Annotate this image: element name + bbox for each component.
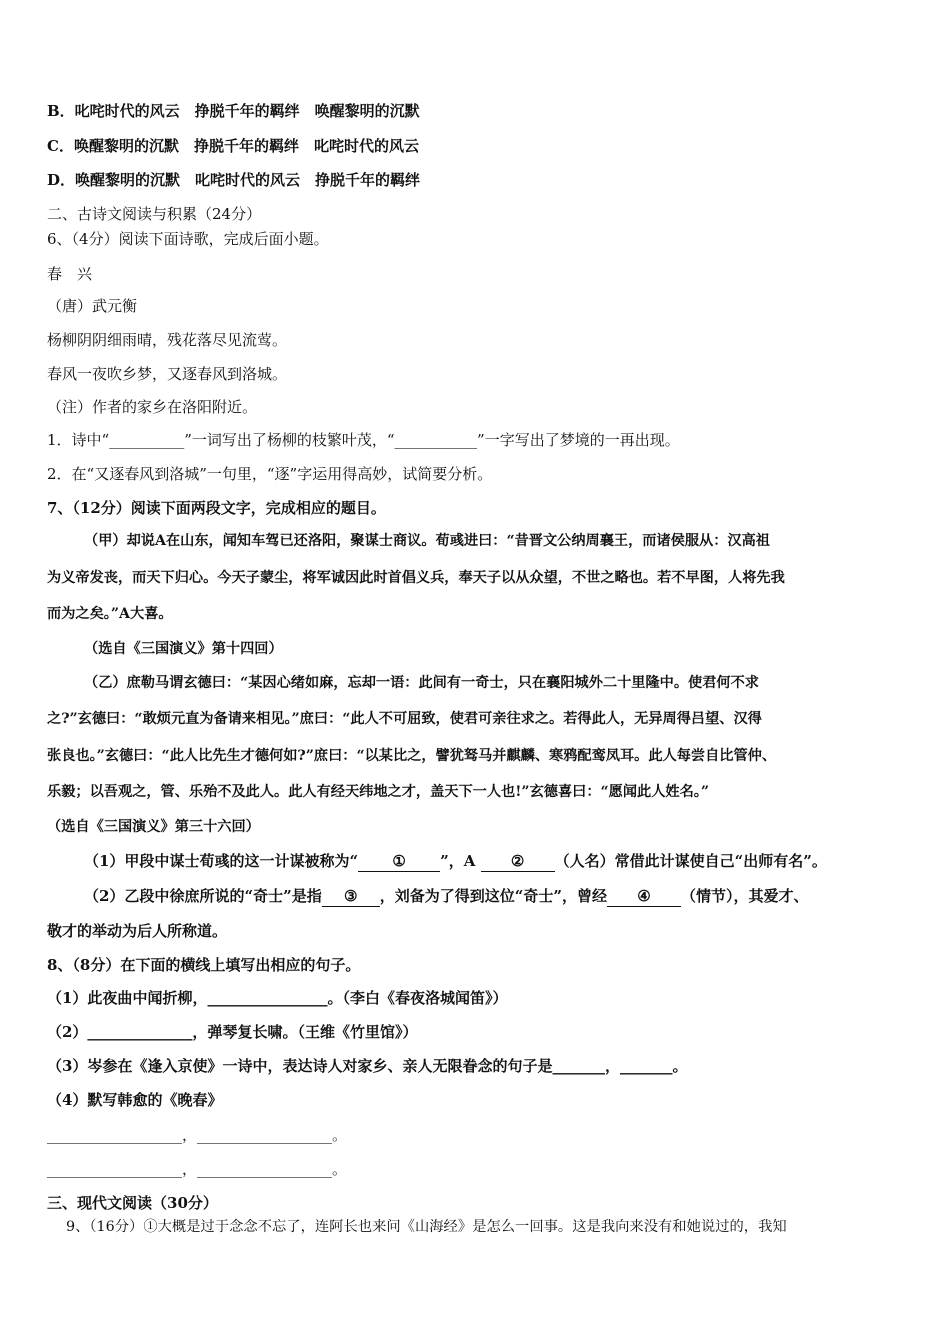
- q7-yi-source: （选自《三国演义》第三十六回）: [47, 819, 260, 835]
- q7-sub2-text-a: （2）乙段中徐庶所说的“奇士”是指: [84, 887, 322, 905]
- q8-stem: 8、（8分）在下面的横线上填写出相应的句子。: [47, 956, 361, 974]
- q7-blank-1[interactable]: ①: [358, 851, 440, 872]
- q6-sub2: 2．在“又逐春风到洛城”一句里，“逐”字运用得高妙，试简要分析。: [47, 465, 493, 483]
- q6-stem: 6、（4分）阅读下面诗歌，完成后面小题。: [47, 230, 329, 248]
- q8-s3: （3）岑参在《逢入京使》一诗中，表达诗人对家乡、亲人无限眷念的句子是_______，_______。: [47, 1057, 688, 1075]
- option-b: B．叱咤时代的风云 挣脱千年的羁绊 唤醒黎明的沉默: [47, 102, 420, 120]
- q7-blank-3[interactable]: ③: [322, 886, 380, 907]
- q7-yi-line2: 之?”玄德曰：“敢烦元直为备请来相见。”庶曰：“此人不可屈致，使君可亲往求之。若得此人，无异周得吕望、汉得: [47, 711, 762, 727]
- q8-s2: （2）______________，弹琴复长啸。（王维《竹里馆》）: [47, 1023, 418, 1041]
- q8-s4: （4）默写韩愈的《晚春》: [47, 1091, 223, 1109]
- q7-yi-line1: （乙）庶勒马谓玄德曰：“某因心绪如麻，忘却一语：此间有一奇士，只在襄阳城外二十里隆中。使君何不求: [84, 675, 759, 691]
- q7-yi-line4: 乐毅；以吾观之，管、乐殆不及此人。此人有经天纬地之才，盖天下一人也!”玄德喜曰：“愿闻此人姓名。”: [47, 784, 710, 800]
- poem-note: （注）作者的家乡在洛阳附近。: [47, 398, 258, 416]
- q7-jia-line1: （甲）却说A在山东，闻知车驾已还洛阳，聚谋士商议。荀彧进曰：“昔晋文公纳周襄王，而诸侯服从：汉高祖: [84, 533, 770, 549]
- poem-author: （唐）武元衡: [47, 297, 138, 315]
- section3-heading: 三、现代文阅读（30分）: [47, 1194, 218, 1212]
- q7-jia-source: （选自《三国演义》第十四回）: [84, 641, 283, 657]
- q7-sub2-text-d: （情节），其爱才、: [680, 887, 809, 905]
- q7-sub2: [84, 886, 808, 907]
- q7-jia-line3: 而为之矣。”A大喜。: [47, 606, 173, 622]
- q7-sub2-cont: 敬才的举动为后人所称道。: [47, 922, 228, 940]
- q7-yi-line3: 张良也。”玄德曰：“此人比先生才德何如?”庶曰：“以某比之，譬犹驽马并麒麟、寒鸦配鸾凤耳。此人每尝自比管仲、: [47, 748, 777, 764]
- poem-line-1: 杨柳阴阴细雨晴，残花落尽见流莺。: [47, 331, 288, 349]
- poem-line-2: 春风一夜吹乡梦，又逐春风到洛城。: [47, 365, 288, 383]
- q7-jia-line2: 为义帝发丧，而天下归心。今天子蒙尘，将军诚因此时首倡义兵，奉天子以从众望，不世之略也。若不早图，人将先我: [47, 570, 785, 586]
- q8-blank-line-1[interactable]: __________________，__________________。: [47, 1126, 348, 1144]
- q7-sub1-text-c: ”，A: [440, 852, 481, 870]
- poem-title: 春 兴: [47, 265, 93, 283]
- section2-heading: 二、古诗文阅读与积累（24分）: [47, 205, 262, 223]
- q7-sub1: [84, 851, 827, 872]
- q7-stem: 7、（12分）阅读下面两段文字，完成相应的题目。: [47, 499, 386, 517]
- q9-text: 9、（16分）①大概是过于念念不忘了，连阿长也来问《山海经》是怎么一回事。这是我向来没有和她说过的，我知: [66, 1219, 787, 1235]
- q7-sub1-text-a: （1）甲段中谋士荀彧的这一计谋被称为“: [84, 852, 359, 870]
- q7-sub1-text-d: （人名）常借此计谋使自己“出师有名”。: [554, 852, 827, 870]
- q7-blank-2[interactable]: ②: [481, 851, 555, 872]
- q6-sub1: 1．诗中“__________”一词写出了杨柳的枝繁叶茂，“___________”一字写出了梦境的一再出现。: [47, 431, 680, 449]
- q7-blank-4[interactable]: ④: [607, 886, 681, 907]
- option-c: C．唤醒黎明的沉默 挣脱千年的羁绊 叱咤时代的风云: [47, 137, 419, 155]
- q8-s1: （1）此夜曲中闻折柳，________________。（李白《春夜洛城闻笛》）: [47, 989, 508, 1007]
- q7-sub2-text-c: ，刘备为了得到这位“奇士”，曾经: [379, 887, 607, 905]
- option-d: D．唤醒黎明的沉默 叱咤时代的风云 挣脱千年的羁绊: [47, 171, 421, 189]
- q8-blank-line-2[interactable]: __________________，__________________。: [47, 1160, 348, 1178]
